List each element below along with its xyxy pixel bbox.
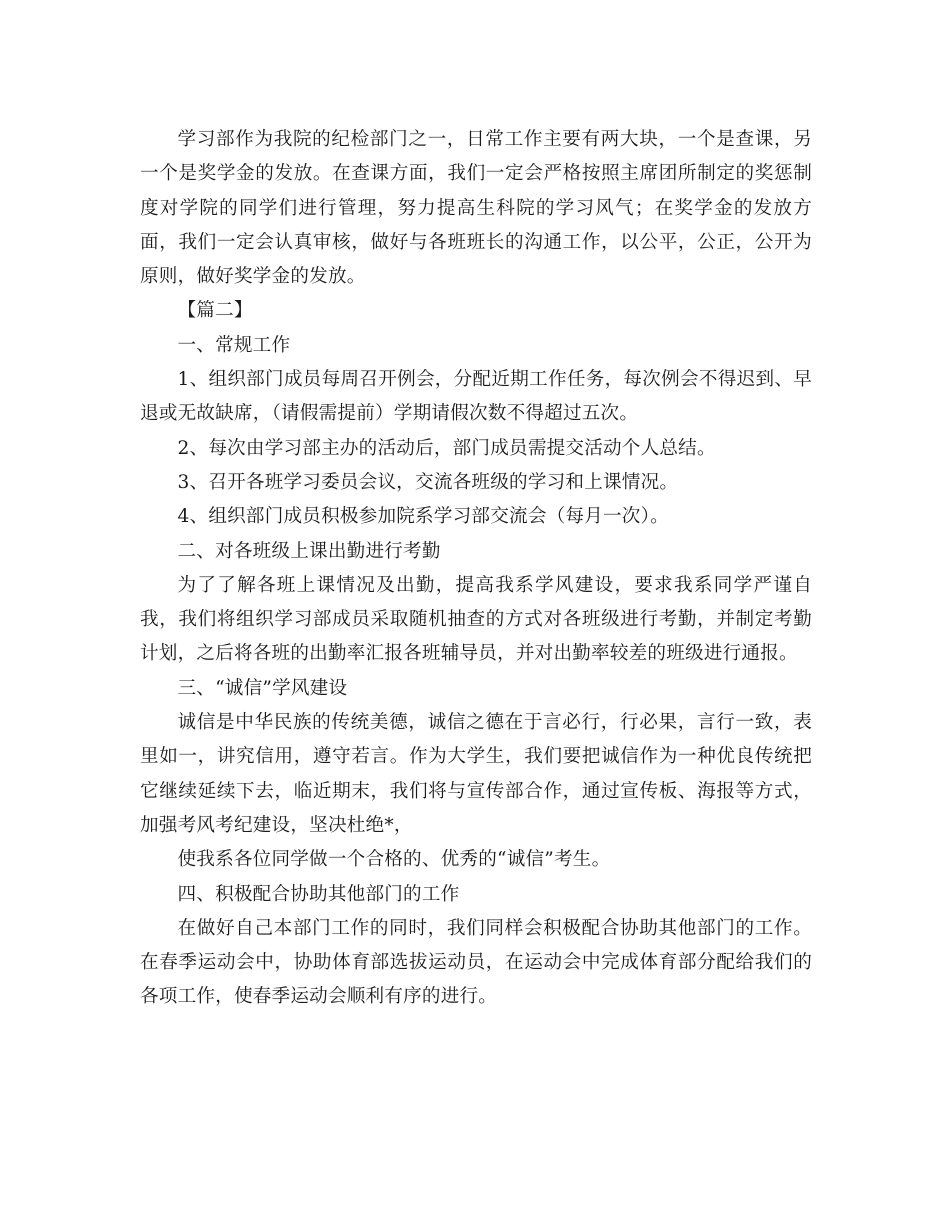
list-item-4: 4、组织部门成员积极参加院系学习部交流会（每月一次）。 <box>177 506 669 528</box>
heading-cooperation: 四、积极配合协助其他部门的工作 <box>177 883 460 905</box>
paragraph-cooperation: 在做好自己本部门工作的同时，我们同样会积极配合协助其他部门的工作。在春季运动会中，协助体育部选拔运动员，在运动会中完成体育部分配给我们的各项工作，使春季运动会顺利有序的进行。 <box>140 917 812 1008</box>
paragraph-integrity: 诚信是中华民族的传统美德，诚信之德在于言必行，行必果，言行一致，表里如一，讲究信用，遵守若言。作为大学生，我们要把诚信作为一种优良传统把它继续延续下去，临近期末，我们将与宣传部合作，通过宣传板、海报等方式，加强考风考纪建设，坚决杜绝*， <box>140 712 812 836</box>
list-item-3: 3、召开各班学习委员会议，交流各班级的学习和上课情况。 <box>177 471 679 493</box>
paragraph-integrity-closing: 使我系各位同学做一个合格的、优秀的“诚信”考生。 <box>177 849 611 871</box>
heading-routine-work: 一、常规工作 <box>177 334 291 356</box>
list-item-2: 2、每次由学习部主办的活动后，部门成员需提交活动个人总结。 <box>177 437 716 459</box>
section-heading-part-two: 【篇二】 <box>177 300 253 322</box>
document-page <box>140 123 812 1015</box>
paragraph-attendance: 为了了解各班上课情况及出勤，提高我系学风建设，要求我系同学严谨自我，我们将组织学习部成员采取随机抽查的方式对各班级进行考勤，并制定考勤计划，之后将各班的出勤率汇报各班辅导员，并对出勤率较差的班级进行通报。 <box>140 574 812 665</box>
heading-integrity: 三、“诚信”学风建设 <box>177 677 348 699</box>
list-item-1: 1、组织部门成员每周召开例会，分配近期工作任务，每次例会不得迟到、早退或无故缺席，（请假需提前）学期请假次数不得超过五次。 <box>140 369 812 425</box>
heading-attendance: 二、对各班级上课出勤进行考勤 <box>177 540 441 562</box>
paragraph-intro: 学习部作为我院的纪检部门之一，日常工作主要有两大块，一个是查课，另一个是奖学金的发放。在查课方面，我们一定会严格按照主席团所制定的奖惩制度对学院的同学们进行管理，努力提高生科院的学习风气；在奖学金的发放方面，我们一定会认真审核，做好与各班班长的沟通工作，以公平，公正，公开为原则，做好奖学金的发放。 <box>140 129 812 288</box>
